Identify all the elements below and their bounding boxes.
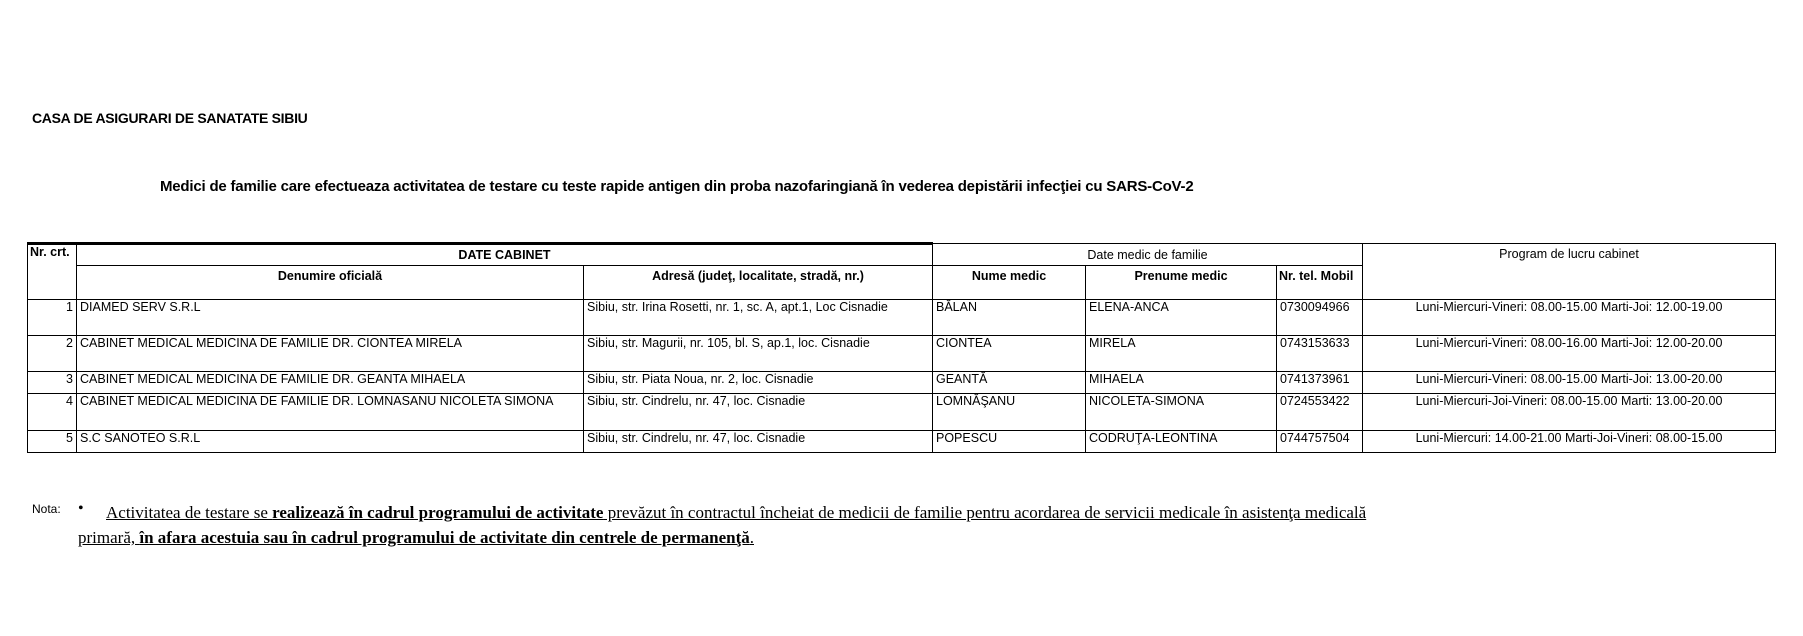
cell-nume: POPESCU [933, 431, 1086, 453]
cell-tel: 0743153633 [1277, 336, 1363, 372]
cell-nr: 1 [28, 300, 77, 336]
cell-prenume: MIRELA [1086, 336, 1277, 372]
table-row [28, 336, 1776, 372]
cell-tel: 0744757504 [1277, 431, 1363, 453]
table-row [28, 300, 1776, 336]
header-nr: Nr. crt. [28, 244, 77, 300]
cell-nr: 2 [28, 336, 77, 372]
cell-prenume: NICOLETA-SIMONA [1086, 394, 1277, 431]
header-prenume: Prenume medic [1086, 266, 1277, 300]
cell-program: Luni-Miercuri-Vineri: 08.00-15.00 Marti-Joi: 12.00-19.00 [1363, 300, 1776, 336]
cell-prenume: CODRUŢA-LEONTINA [1086, 431, 1277, 453]
document-title: Medici de familie care efectueaza activitatea de testare cu teste rapide antigen din proba nazofaringiană în vederea depistării infecţiei cu SARS-CoV-2 [160, 178, 1194, 195]
table-row [28, 372, 1776, 394]
cell-denumire: DIAMED SERV S.R.L [77, 300, 584, 336]
cell-adresa: Sibiu, str. Cindrelu, nr. 47, loc. Cisnadie [584, 394, 933, 431]
header-date-medic: Date medic de familie [933, 244, 1363, 266]
note-part1: Activitatea de testare se [106, 503, 273, 522]
header-nume: Nume medic [933, 266, 1086, 300]
note-text [78, 500, 1378, 550]
cell-denumire: CABINET MEDICAL MEDICINA DE FAMILIE DR. CIONTEA MIRELA [77, 336, 584, 372]
header-date-cabinet: DATE CABINET [77, 244, 933, 266]
cell-prenume: MIHAELA [1086, 372, 1277, 394]
table-row [28, 431, 1776, 453]
cell-nr: 3 [28, 372, 77, 394]
cell-denumire: CABINET MEDICAL MEDICINA DE FAMILIE DR. GEANTA MIHAELA [77, 372, 584, 394]
cell-denumire: CABINET MEDICAL MEDICINA DE FAMILIE DR. LOMNASANU NICOLETA SIMONA [77, 394, 584, 431]
header-tel: Nr. tel. Mobil [1277, 266, 1363, 300]
table-row [28, 394, 1776, 431]
cell-program: Luni-Miercuri-Vineri: 08.00-16.00 Marti-Joi: 12.00-20.00 [1363, 336, 1776, 372]
note-part3: prevăzut în contractul încheiat de medicii de familie pentru acordarea de servicii medicale în asistenţa medicală primară, [78, 503, 1367, 547]
bullet-icon: • [78, 500, 84, 517]
cell-program: Luni-Miercuri: 14.00-21.00 Marti-Joi-Vineri: 08.00-15.00 [1363, 431, 1776, 453]
doctors-table [27, 242, 1776, 453]
header-program: Program de lucru cabinet [1363, 244, 1776, 300]
note-part5: . [749, 528, 754, 547]
cell-tel: 0724553422 [1277, 394, 1363, 431]
cell-program: Luni-Miercuri-Joi-Vineri: 08.00-15.00 Marti: 13.00-20.00 [1363, 394, 1776, 431]
cell-nume: GEANTĂ [933, 372, 1086, 394]
cell-prenume: ELENA-ANCA [1086, 300, 1277, 336]
cell-denumire: S.C SANOTEO S.R.L [77, 431, 584, 453]
cell-adresa: Sibiu, str. Irina Rosetti, nr. 1, sc. A, apt.1, Loc Cisnadie [584, 300, 933, 336]
note-label: Nota: [32, 502, 61, 516]
cell-nr: 5 [28, 431, 77, 453]
cell-nr: 4 [28, 394, 77, 431]
cell-nume: CIONTEA [933, 336, 1086, 372]
cell-tel: 0730094966 [1277, 300, 1363, 336]
header-adresa: Adresă (judeţ, localitate, stradă, nr.) [584, 266, 933, 300]
note-part2: realizează în cadrul programului de activitate [272, 503, 604, 522]
cell-adresa: Sibiu, str. Magurii, nr. 105, bl. S, ap.1, loc. Cisnadie [584, 336, 933, 372]
cell-program: Luni-Miercuri-Vineri: 08.00-15.00 Marti-Joi: 13.00-20.00 [1363, 372, 1776, 394]
cell-tel: 0741373961 [1277, 372, 1363, 394]
note-part4: în afara acestuia sau în cadrul programului de activitate din centrele de permanenţă [139, 528, 750, 547]
cell-nume: LOMNĂŞANU [933, 394, 1086, 431]
organization-name: CASA DE ASIGURARI DE SANATATE SIBIU [32, 110, 308, 126]
cell-adresa: Sibiu, str. Cindrelu, nr. 47, loc. Cisnadie [584, 431, 933, 453]
cell-nume: BĂLAN [933, 300, 1086, 336]
cell-adresa: Sibiu, str. Piata Noua, nr. 2, loc. Cisnadie [584, 372, 933, 394]
header-denumire: Denumire oficială [77, 266, 584, 300]
